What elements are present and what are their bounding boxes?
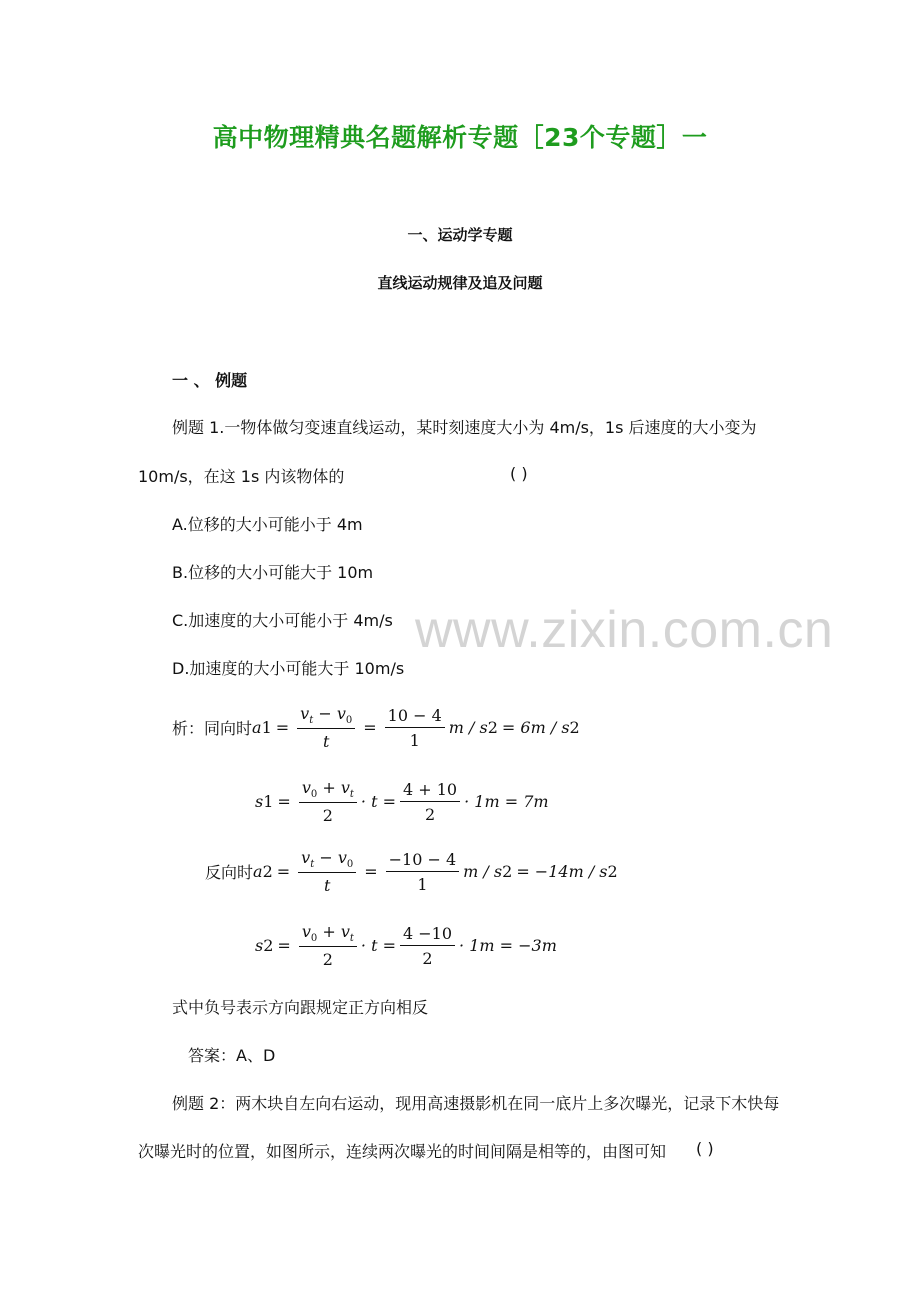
s1-mul: · t = — [360, 792, 396, 812]
a1-den2: 1 — [409, 730, 420, 750]
a1-num2: 10 − 4 — [385, 706, 445, 728]
a2-den2: 1 — [417, 874, 428, 894]
a2-num2: −10 − 4 — [386, 850, 460, 872]
analysis-prefix-opposite: 反向时 — [205, 863, 254, 883]
a1-num-v: v — [300, 704, 310, 723]
a1-fraction-numeric — [385, 706, 445, 750]
example2-answer-paren: ( ) — [696, 1139, 714, 1158]
a2-subscript: 2 — [262, 862, 273, 882]
a2-result: = −14m / s — [516, 862, 608, 882]
a2-fraction — [298, 848, 356, 895]
example1-line2: 10m/s，在这 1s 内该物体的 — [138, 467, 345, 486]
a2-den: t — [323, 876, 331, 896]
a1-unit-exp: 2 — [487, 718, 498, 738]
option-a: A.位移的大小可能小于 4m — [172, 515, 363, 534]
a2-symbol: a — [253, 862, 263, 882]
a2-num-v: v — [301, 848, 311, 867]
example1-answer-paren: ( ) — [510, 464, 528, 483]
watermark: www.zixin.com.cn — [415, 601, 834, 659]
a1-unit: m / s — [448, 718, 488, 738]
section-title: 一、运动学专题 — [407, 226, 513, 244]
equation-a1: 析：同向时 a 1 = $\frac{v_t - v_0}{t}$ = $\frac{10 - 4}{1}$ m / s 2 = 6m / s 2 — [172, 704, 580, 752]
s2-den: 2 — [322, 950, 333, 970]
answer-line: 答案：A、D — [188, 1046, 276, 1065]
a2-unit: m / s — [463, 862, 503, 882]
option-b: B.位移的大小可能大于 10m — [172, 563, 374, 582]
s2-symbol: s — [255, 936, 264, 956]
a2-num-mid: − v — [314, 848, 347, 867]
example2-line2: 次曝光时的位置，如图所示，连续两次曝光的时间间隔是相等的，由图可知 — [138, 1142, 667, 1161]
example2-line1: 例题 2：两木块自左向右运动，现用高速摄影机在同一底片上多次曝光，记录下木快每 — [172, 1094, 780, 1113]
equation-s2: s 2 = $\frac{v_0 + v_t}{2}$ · t = $\frac{4 -10}{2}$ · 1m = −3m — [255, 922, 557, 970]
s2-den2: 2 — [422, 948, 433, 968]
s2-fraction — [299, 922, 357, 969]
analysis-prefix-same: 析：同向时 — [172, 719, 253, 739]
a2-fraction-numeric — [386, 850, 460, 894]
s1-num-sub-0: 0 — [310, 789, 318, 801]
a1-fraction — [297, 704, 355, 751]
a1-symbol: a — [252, 718, 262, 738]
a1-num-mid: − v — [313, 704, 346, 723]
s1-result: · 1m = 7m — [464, 792, 549, 812]
s1-subscript: 1 — [263, 792, 274, 812]
document-title: 高中物理精典名题解析专题［23个专题］一 — [212, 123, 708, 152]
example1-line1: 例题 1.一物体做匀变速直线运动，某时刻速度大小为 4m/s，1s 后速度的大小变为 — [172, 418, 757, 437]
s1-num2: 4 + 10 — [400, 780, 460, 802]
s1-num-v: v — [301, 778, 311, 797]
a1-num-sub-0: 0 — [345, 715, 353, 727]
s2-result: · 1m = −3m — [459, 936, 557, 956]
s1-fraction-numeric — [400, 780, 460, 824]
s1-fraction — [299, 778, 357, 825]
s1-num-sub-t: t — [349, 789, 354, 801]
option-d: D.加速度的大小可能大于 10m/s — [172, 659, 405, 678]
equation-a2: 反向时 a 2 = $\frac{v_t - v_0}{t}$ = $\frac{-10 - 4}{1}$ m / s 2 = −14m / s 2 — [205, 848, 618, 896]
subsection-title: 直线运动规律及追及问题 — [377, 274, 543, 292]
a1-num-sub-t: t — [309, 715, 314, 727]
examples-heading: 一 、 例题 — [172, 371, 248, 390]
a2-num-sub-t: t — [310, 859, 315, 871]
option-c: C.加速度的大小可能小于 4m/s — [172, 611, 393, 630]
s2-num-sub-0: 0 — [310, 933, 318, 945]
a2-result-exp: 2 — [607, 862, 618, 882]
a1-result: = 6m / s — [501, 718, 570, 738]
s2-mul: · t = — [360, 936, 396, 956]
s1-den2: 2 — [424, 804, 436, 824]
a1-result-exp: 2 — [569, 718, 580, 738]
s1-num-mid: + v — [317, 778, 350, 797]
s1-den: 2 — [322, 806, 333, 826]
s2-subscript: 2 — [263, 936, 274, 956]
equation-s1: s 1 = $\frac{v_0 + v_t}{2}$ · t = $\frac{4 + 10}{2}$ · 1m = 7m — [255, 778, 549, 826]
sign-note: 式中负号表示方向跟规定正方向相反 — [172, 998, 429, 1017]
s2-fraction-numeric — [400, 924, 455, 968]
a1-subscript: 1 — [261, 718, 272, 738]
s2-num-v: v — [301, 922, 311, 941]
s2-num2: 4 −10 — [400, 924, 455, 946]
s2-num-mid: + v — [317, 922, 350, 941]
s1-symbol: s — [255, 792, 264, 812]
a2-unit-exp: 2 — [502, 862, 513, 882]
a2-num-sub-0: 0 — [346, 859, 354, 871]
s2-num-sub-t: t — [349, 933, 354, 945]
a1-den: t — [322, 732, 330, 752]
